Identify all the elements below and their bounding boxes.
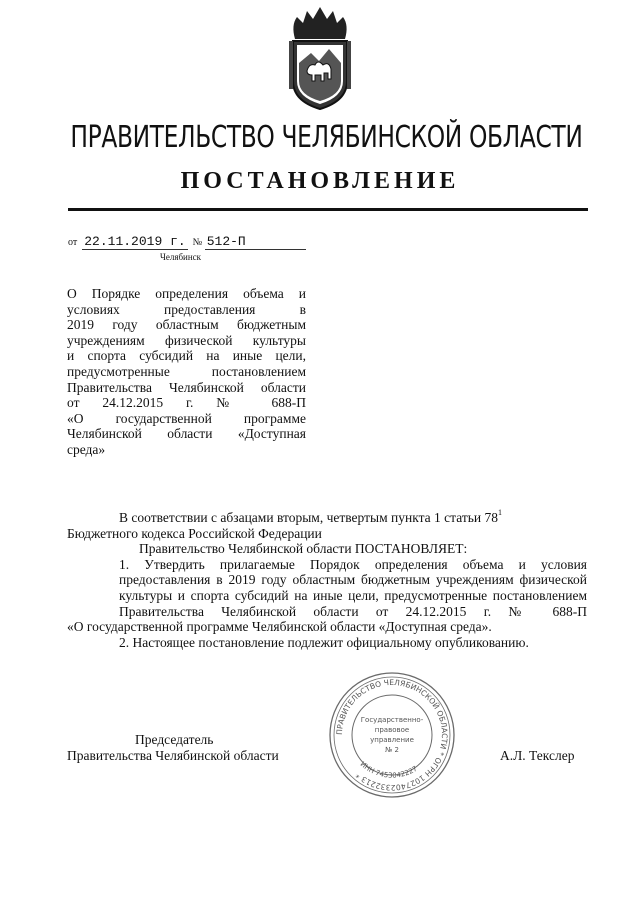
number-label: № xyxy=(192,237,203,248)
subject-line: «О государственной программе xyxy=(67,410,306,426)
subject-line: Челябинской области «Доступная xyxy=(67,426,306,442)
from-label: от xyxy=(68,237,78,248)
header-divider xyxy=(68,208,588,211)
seal-inner-line: правовое xyxy=(374,726,410,734)
document-number: 512-П xyxy=(206,234,246,249)
document-date: 22.11.2019 г. xyxy=(84,234,186,249)
signatory-title-line2: Правительства Челябинской области xyxy=(67,748,279,763)
resolution-statement: Правительство Челябинской области ПОСТАНОВЛЯЕТ: xyxy=(139,541,468,557)
clause-2: 2. Настоящее постановление подлежит официальному опубликованию. xyxy=(119,634,529,650)
preamble-text: В соответствии с абзацами вторым, четвертым пункта 1 статьи 78 xyxy=(119,510,498,525)
official-seal-stamp xyxy=(327,670,457,800)
signatory-title-line1: Председатель xyxy=(135,732,214,747)
seal-outer-text: ПРАВИТЕЛЬСТВО ЧЕЛЯБИНСКОЙ ОБЛАСТИ * ОГРН 1027402332213 * xyxy=(334,677,450,793)
registration-line xyxy=(68,234,306,249)
coat-of-arms-emblem xyxy=(285,5,355,111)
seal-inner-line: управление xyxy=(370,736,414,744)
seal-inn-text: ИНН 7453042227 xyxy=(358,760,419,780)
subject-line: 2019 году областным бюджетным xyxy=(67,317,306,333)
article-superscript: 1 xyxy=(498,508,502,517)
document-type-heading: ПОСТАНОВЛЕНИЕ xyxy=(180,168,460,194)
subject-line: учреждениям физической культуры xyxy=(67,332,306,348)
subject-line: от 24.12.2015 г. № 688-П xyxy=(67,395,306,411)
subject-line: и спорта субсидий на иные цели, xyxy=(67,348,306,364)
preamble-tail: Бюджетного кодекса Российской Федерации xyxy=(67,525,322,541)
clause-1-line: культуры и спорта субсидий на иные цели, предусмотренные постановлением xyxy=(119,587,587,603)
seal-inner-line: № 2 xyxy=(385,746,399,754)
clause-1-line: 1. Утвердить прилагаемые Порядок определения объема и условия xyxy=(119,556,587,572)
city-label: Челябинск xyxy=(160,252,202,262)
clause-1-line: «О государственной программе Челябинской области «Доступная среда». xyxy=(67,619,492,635)
signatory-title xyxy=(67,732,279,764)
subject-line: условиях предоставления в xyxy=(67,301,306,317)
subject-line: О Порядке определения объема и xyxy=(67,286,306,301)
subject-line: среда» xyxy=(67,441,106,457)
clause-1-line: Правительства Челябинской области от 24.12.2015 г. № 688-П xyxy=(119,603,587,619)
clause-1 xyxy=(67,557,587,635)
seal-inner-line: Государственно- xyxy=(360,716,424,724)
signatory-name: А.Л. Текслер xyxy=(500,748,575,763)
subject-line: Правительства Челябинской области xyxy=(67,379,306,395)
subject-line: предусмотренные постановлением xyxy=(67,363,306,379)
document-body xyxy=(67,505,587,650)
preamble-paragraph xyxy=(67,505,587,541)
government-title: ПРАВИТЕЛЬСТВО ЧЕЛЯБИНСКОЙ ОБЛАСТИ xyxy=(70,120,583,155)
clause-1-line: предоставления в 2019 году областным бюджетным учреждениям физической xyxy=(119,572,587,588)
document-subject xyxy=(67,286,306,458)
